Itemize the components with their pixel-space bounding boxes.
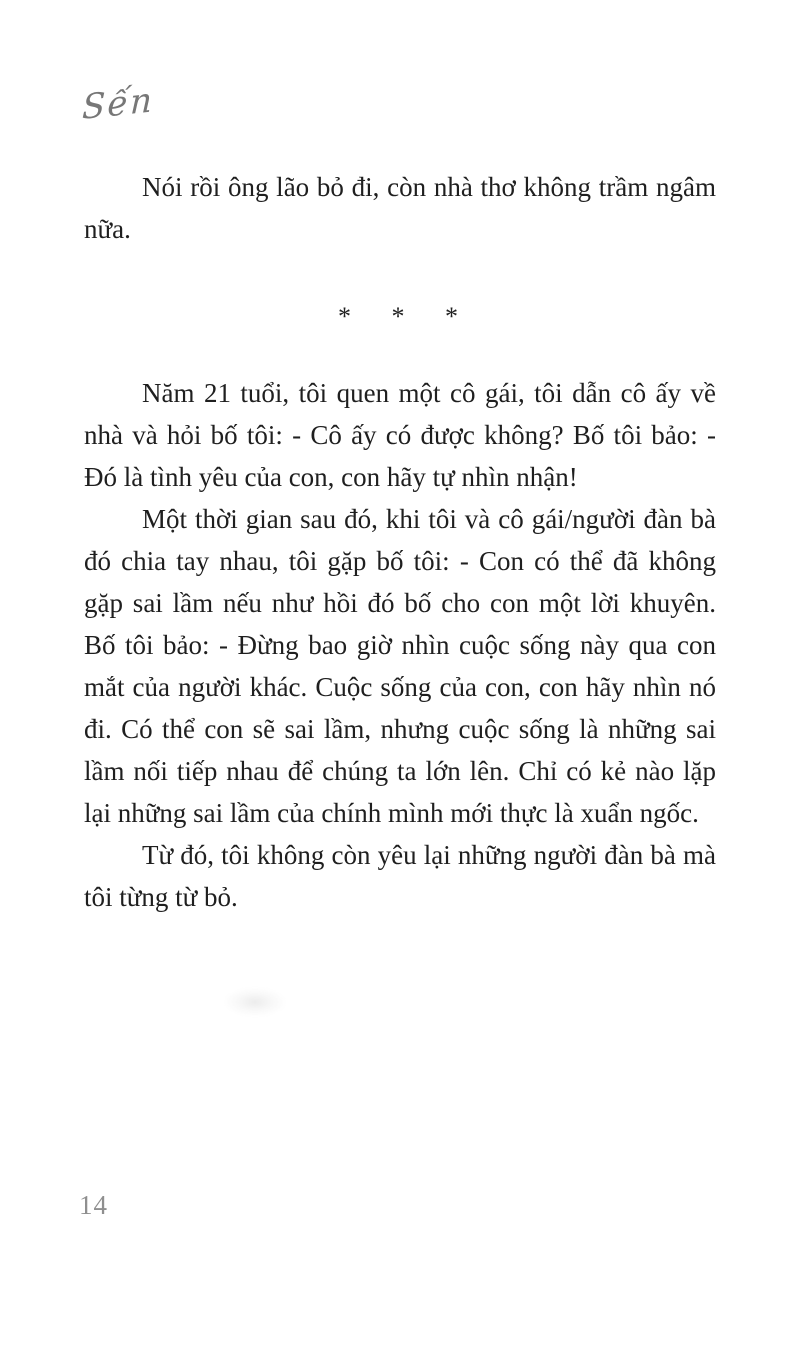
paragraph: Một thời gian sau đó, khi tôi và cô gái/người đàn bà đó chia tay nhau, tôi gặp bố tôi: - Con có thể đã không gặp sai lầm nếu như hồi đó bố cho con một lời khuyên. Bố tôi bảo: - Đừng bao giờ nhìn cuộc sống này qua con mắt của người khác. Cuộc sống của con, con hãy nhìn nó đi. Có thể con sẽ sai lầm, nhưng cuộc sống là những sai lầm nối tiếp nhau để chúng ta lớn lên. Chỉ có kẻ nào lặp lại những sai lầm của chính mình mới thực là xuẩn ngốc. bbox=[84, 504, 716, 828]
paragraph: Nói rồi ông lão bỏ đi, còn nhà thơ không trầm ngâm nữa. bbox=[84, 172, 716, 244]
paragraph: Từ đó, tôi không còn yêu lại những người đàn bà mà tôi từng từ bỏ. bbox=[84, 840, 716, 912]
section-separator: * * * bbox=[338, 302, 462, 331]
page-number: 14 bbox=[79, 1190, 108, 1220]
scan-smudge-mark bbox=[225, 988, 285, 1016]
book-title-script: Sến bbox=[81, 80, 155, 128]
body-text-block bbox=[84, 166, 716, 918]
paragraph: Năm 21 tuổi, tôi quen một cô gái, tôi dẫn cô ấy về nhà và hỏi bố tôi: - Cô ấy có được không? Bố tôi bảo: - Đó là tình yêu của con, con hãy tự nhìn nhận! bbox=[84, 378, 716, 492]
